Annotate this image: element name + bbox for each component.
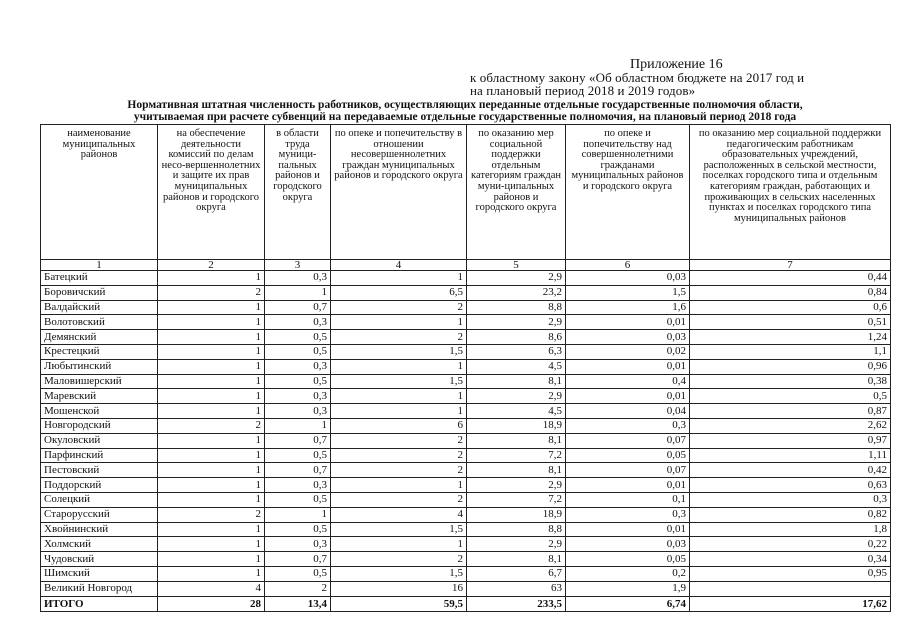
table-cell: 8,6 bbox=[467, 330, 566, 345]
table-cell: 1 bbox=[158, 537, 265, 552]
table-cell: 1 bbox=[158, 448, 265, 463]
table-cell: 1 bbox=[158, 315, 265, 330]
appendix-block bbox=[470, 58, 890, 97]
table-cell: 18,9 bbox=[467, 418, 566, 433]
total-cell: 59,5 bbox=[331, 596, 467, 611]
table-cell: 0,01 bbox=[566, 315, 690, 330]
table-cell: 0,03 bbox=[566, 330, 690, 345]
table-cell: 0,6 bbox=[690, 300, 891, 315]
table-cell: 0,3 bbox=[265, 271, 331, 286]
table-row bbox=[41, 478, 891, 493]
table-cell: 0,5 bbox=[265, 522, 331, 537]
table-row bbox=[41, 374, 891, 389]
table-cell: 8,8 bbox=[467, 522, 566, 537]
table-cell: 0,5 bbox=[265, 566, 331, 581]
column-number: 1 bbox=[41, 260, 158, 271]
table-cell: 4,5 bbox=[467, 359, 566, 374]
table-cell: 0,04 bbox=[566, 404, 690, 419]
table-cell: 2 bbox=[158, 507, 265, 522]
table-cell: 1 bbox=[158, 404, 265, 419]
table-cell: 1 bbox=[158, 330, 265, 345]
table-cell: 1 bbox=[158, 433, 265, 448]
district-name: Маловишерский bbox=[41, 374, 158, 389]
table-row bbox=[41, 315, 891, 330]
table-cell: 1 bbox=[265, 285, 331, 300]
table-row bbox=[41, 271, 891, 286]
table-cell: 0,44 bbox=[690, 271, 891, 286]
table-cell: 2 bbox=[331, 448, 467, 463]
district-name: Хвойнинский bbox=[41, 522, 158, 537]
table-cell: 0,7 bbox=[265, 433, 331, 448]
table-cell: 1 bbox=[331, 537, 467, 552]
district-name: Шимский bbox=[41, 566, 158, 581]
table-cell: 1 bbox=[158, 344, 265, 359]
table-cell: 0,34 bbox=[690, 552, 891, 567]
table-cell: 63 bbox=[467, 581, 566, 596]
table-cell: 0,1 bbox=[566, 492, 690, 507]
table-cell: 0,3 bbox=[265, 315, 331, 330]
district-name: Мошенской bbox=[41, 404, 158, 419]
table-cell: 23,2 bbox=[467, 285, 566, 300]
table-row bbox=[41, 581, 891, 596]
table-cell: 2 bbox=[158, 418, 265, 433]
heading-line-2: учитываемая при расчете субвенций на передаваемые отдельные государственные полномочия, на плановый период 2018 года bbox=[133, 111, 797, 123]
table-cell: 0,3 bbox=[265, 359, 331, 374]
table-cell: 2 bbox=[265, 581, 331, 596]
table-row bbox=[41, 448, 891, 463]
table-cell: 0,5 bbox=[265, 448, 331, 463]
table-cell: 6,5 bbox=[331, 285, 467, 300]
header-guardianship-minors: по опеке и попечительству в отношении несовершеннолетних граждан муниципальных районов и городского округа bbox=[331, 125, 467, 260]
table-cell: 1 bbox=[158, 389, 265, 404]
table-cell: 2 bbox=[331, 300, 467, 315]
table-cell: 6,7 bbox=[467, 566, 566, 581]
header-commissions: на обеспечение деятельности комиссий по делам несо-вершеннолетних и защите их прав муниципальных районов и городского округа bbox=[158, 125, 265, 260]
table-cell: 2,62 bbox=[690, 418, 891, 433]
table-cell: 6 bbox=[331, 418, 467, 433]
column-number: 4 bbox=[331, 260, 467, 271]
table-cell: 0,96 bbox=[690, 359, 891, 374]
table-row bbox=[41, 492, 891, 507]
table-cell: 0,4 bbox=[566, 374, 690, 389]
table-cell: 6,3 bbox=[467, 344, 566, 359]
table-cell: 2 bbox=[331, 433, 467, 448]
district-name: Батецкий bbox=[41, 271, 158, 286]
table-row bbox=[41, 552, 891, 567]
district-name: Валдайский bbox=[41, 300, 158, 315]
table-cell: 1 bbox=[158, 300, 265, 315]
table-cell: 1 bbox=[331, 389, 467, 404]
table-cell: 1 bbox=[158, 552, 265, 567]
table-cell: 1,11 bbox=[690, 448, 891, 463]
table-cell: 0,3 bbox=[265, 478, 331, 493]
column-number: 6 bbox=[566, 260, 690, 271]
header-labor: в области труда муници-пальных районов и городского округа bbox=[265, 125, 331, 260]
appendix-law-line-2: на плановый период 2018 и 2019 годов» bbox=[470, 83, 696, 98]
table-cell: 1,8 bbox=[690, 522, 891, 537]
table-body bbox=[41, 271, 891, 597]
staffing-table bbox=[40, 124, 891, 612]
table-cell: 1 bbox=[158, 566, 265, 581]
table-cell: 2 bbox=[331, 492, 467, 507]
table-cell: 0,63 bbox=[690, 478, 891, 493]
table-row bbox=[41, 330, 891, 345]
district-name: Чудовский bbox=[41, 552, 158, 567]
table-cell: 2 bbox=[331, 463, 467, 478]
table-cell: 0,3 bbox=[690, 492, 891, 507]
table-cell: 0,05 bbox=[566, 448, 690, 463]
table-cell: 0,03 bbox=[566, 537, 690, 552]
table-cell: 1,6 bbox=[566, 300, 690, 315]
table-cell: 0,3 bbox=[265, 537, 331, 552]
table-cell: 0,7 bbox=[265, 463, 331, 478]
table-cell: 8,1 bbox=[467, 463, 566, 478]
table-cell: 1 bbox=[331, 404, 467, 419]
table-cell: 0,02 bbox=[566, 344, 690, 359]
table-cell: 1,9 bbox=[566, 581, 690, 596]
district-name: Пестовский bbox=[41, 463, 158, 478]
table-cell: 1,24 bbox=[690, 330, 891, 345]
table-row bbox=[41, 566, 891, 581]
header-district: наименование муниципальных районов bbox=[41, 125, 158, 260]
table-cell: 2,9 bbox=[467, 389, 566, 404]
table-cell: 0,42 bbox=[690, 463, 891, 478]
table-cell: 1,5 bbox=[331, 374, 467, 389]
district-name: Волотовский bbox=[41, 315, 158, 330]
table-cell: 0,01 bbox=[566, 478, 690, 493]
table-cell: 1 bbox=[331, 478, 467, 493]
table-row bbox=[41, 418, 891, 433]
total-cell: 233,5 bbox=[467, 596, 566, 611]
table-cell: 1,5 bbox=[331, 522, 467, 537]
table-cell: 0,01 bbox=[566, 359, 690, 374]
table-header-row bbox=[41, 125, 891, 260]
table-cell: 1,1 bbox=[690, 344, 891, 359]
table-cell: 0,07 bbox=[566, 433, 690, 448]
district-name: Новгородский bbox=[41, 418, 158, 433]
district-name: Окуловский bbox=[41, 433, 158, 448]
table-cell: 1,5 bbox=[331, 344, 467, 359]
table-cell: 2,9 bbox=[467, 537, 566, 552]
table-cell: 0,01 bbox=[566, 389, 690, 404]
table-cell: 0,22 bbox=[690, 537, 891, 552]
table-cell: 18,9 bbox=[467, 507, 566, 522]
table-cell: 2 bbox=[158, 285, 265, 300]
table-cell: 1 bbox=[158, 463, 265, 478]
table-cell bbox=[690, 581, 891, 596]
table-row bbox=[41, 522, 891, 537]
table-row bbox=[41, 433, 891, 448]
district-name: Маревский bbox=[41, 389, 158, 404]
table-cell: 2,9 bbox=[467, 478, 566, 493]
table-cell: 0,5 bbox=[265, 492, 331, 507]
district-name: Поддорский bbox=[41, 478, 158, 493]
table-cell: 1 bbox=[158, 478, 265, 493]
district-name: Демянский bbox=[41, 330, 158, 345]
table-cell: 0,3 bbox=[566, 418, 690, 433]
table-cell: 8,1 bbox=[467, 433, 566, 448]
table-row bbox=[41, 463, 891, 478]
district-name: Холмский bbox=[41, 537, 158, 552]
district-name: Крестецкий bbox=[41, 344, 158, 359]
column-number: 2 bbox=[158, 260, 265, 271]
total-label: ИТОГО bbox=[41, 596, 158, 611]
district-name: Парфинский bbox=[41, 448, 158, 463]
table-cell: 2,9 bbox=[467, 271, 566, 286]
column-number: 5 bbox=[467, 260, 566, 271]
table-cell: 0,87 bbox=[690, 404, 891, 419]
column-number-row bbox=[41, 260, 891, 271]
table-row bbox=[41, 300, 891, 315]
table-row bbox=[41, 537, 891, 552]
table-cell: 0,3 bbox=[566, 507, 690, 522]
table-cell: 1 bbox=[158, 522, 265, 537]
table-cell: 4,5 bbox=[467, 404, 566, 419]
table-cell: 1 bbox=[158, 271, 265, 286]
table-cell: 4 bbox=[331, 507, 467, 522]
table-row bbox=[41, 404, 891, 419]
header-guardianship-adults: по опеке и попечительству над совершеннолетними гражданами муниципальных районов и городского округа bbox=[566, 125, 690, 260]
table-cell: 0,01 bbox=[566, 522, 690, 537]
table-cell: 0,82 bbox=[690, 507, 891, 522]
table-cell: 8,1 bbox=[467, 374, 566, 389]
table-cell: 0,95 bbox=[690, 566, 891, 581]
table-cell: 1,5 bbox=[566, 285, 690, 300]
total-row bbox=[41, 596, 891, 611]
table-cell: 8,1 bbox=[467, 552, 566, 567]
column-number: 7 bbox=[690, 260, 891, 271]
table-cell: 8,8 bbox=[467, 300, 566, 315]
table-cell: 1 bbox=[331, 315, 467, 330]
header-teacher-support: по оказанию мер социальной поддержки педагогическим работникам образовательных учреждений, расположенных в сельской местности, поселках городского типа и отдельным категориям граждан, работающих и проживающих в сельских населенных пунктах и поселках городского типа муниципальных районов bbox=[690, 125, 891, 260]
total-cell: 17,62 bbox=[690, 596, 891, 611]
heading-line-1: Нормативная штатная численность работников, осуществляющих переданные отдельные государственные полномочия области, bbox=[127, 99, 803, 111]
table-cell: 0,07 bbox=[566, 463, 690, 478]
table-cell: 0,2 bbox=[566, 566, 690, 581]
table-cell: 2 bbox=[331, 552, 467, 567]
table-row bbox=[41, 359, 891, 374]
table-cell: 0,5 bbox=[265, 344, 331, 359]
total-cell: 28 bbox=[158, 596, 265, 611]
table-cell: 0,05 bbox=[566, 552, 690, 567]
header-social-support: по оказанию мер социальной поддержки отдельным категориям граждан муни-ципальных районов и городского округа bbox=[467, 125, 566, 260]
table-cell: 0,3 bbox=[265, 389, 331, 404]
column-number: 3 bbox=[265, 260, 331, 271]
district-name: Великий Новгород bbox=[41, 581, 158, 596]
document-heading bbox=[40, 99, 890, 123]
table-cell: 1 bbox=[265, 507, 331, 522]
table-cell: 0,3 bbox=[265, 404, 331, 419]
district-name: Солецкий bbox=[41, 492, 158, 507]
table-cell: 1 bbox=[158, 492, 265, 507]
table-row bbox=[41, 285, 891, 300]
table-row bbox=[41, 344, 891, 359]
appendix-title: Приложение 16 bbox=[630, 57, 723, 72]
table-cell: 4 bbox=[158, 581, 265, 596]
table-cell: 0,7 bbox=[265, 300, 331, 315]
district-name: Любытинский bbox=[41, 359, 158, 374]
table-cell: 0,38 bbox=[690, 374, 891, 389]
total-cell: 13,4 bbox=[265, 596, 331, 611]
appendix-law-line-1: к областному закону «Об областном бюджете на 2017 год и bbox=[470, 70, 805, 85]
district-name: Старорусский bbox=[41, 507, 158, 522]
table-row bbox=[41, 389, 891, 404]
table-cell: 7,2 bbox=[467, 492, 566, 507]
table-cell: 1 bbox=[265, 418, 331, 433]
table-cell: 0,84 bbox=[690, 285, 891, 300]
table-cell: 2 bbox=[331, 330, 467, 345]
table-cell: 0,5 bbox=[265, 374, 331, 389]
district-name: Боровичский bbox=[41, 285, 158, 300]
table-cell: 0,7 bbox=[265, 552, 331, 567]
table-cell: 1 bbox=[158, 359, 265, 374]
table-cell: 1 bbox=[331, 271, 467, 286]
total-cell: 6,74 bbox=[566, 596, 690, 611]
table-cell: 0,5 bbox=[690, 389, 891, 404]
table-cell: 0,03 bbox=[566, 271, 690, 286]
table-cell: 16 bbox=[331, 581, 467, 596]
table-cell: 7,2 bbox=[467, 448, 566, 463]
table-cell: 1 bbox=[331, 359, 467, 374]
table-cell: 0,5 bbox=[265, 330, 331, 345]
table-cell: 0,51 bbox=[690, 315, 891, 330]
table-cell: 1,5 bbox=[331, 566, 467, 581]
table-cell: 0,97 bbox=[690, 433, 891, 448]
table-row bbox=[41, 507, 891, 522]
table-cell: 2,9 bbox=[467, 315, 566, 330]
table-cell: 1 bbox=[158, 374, 265, 389]
